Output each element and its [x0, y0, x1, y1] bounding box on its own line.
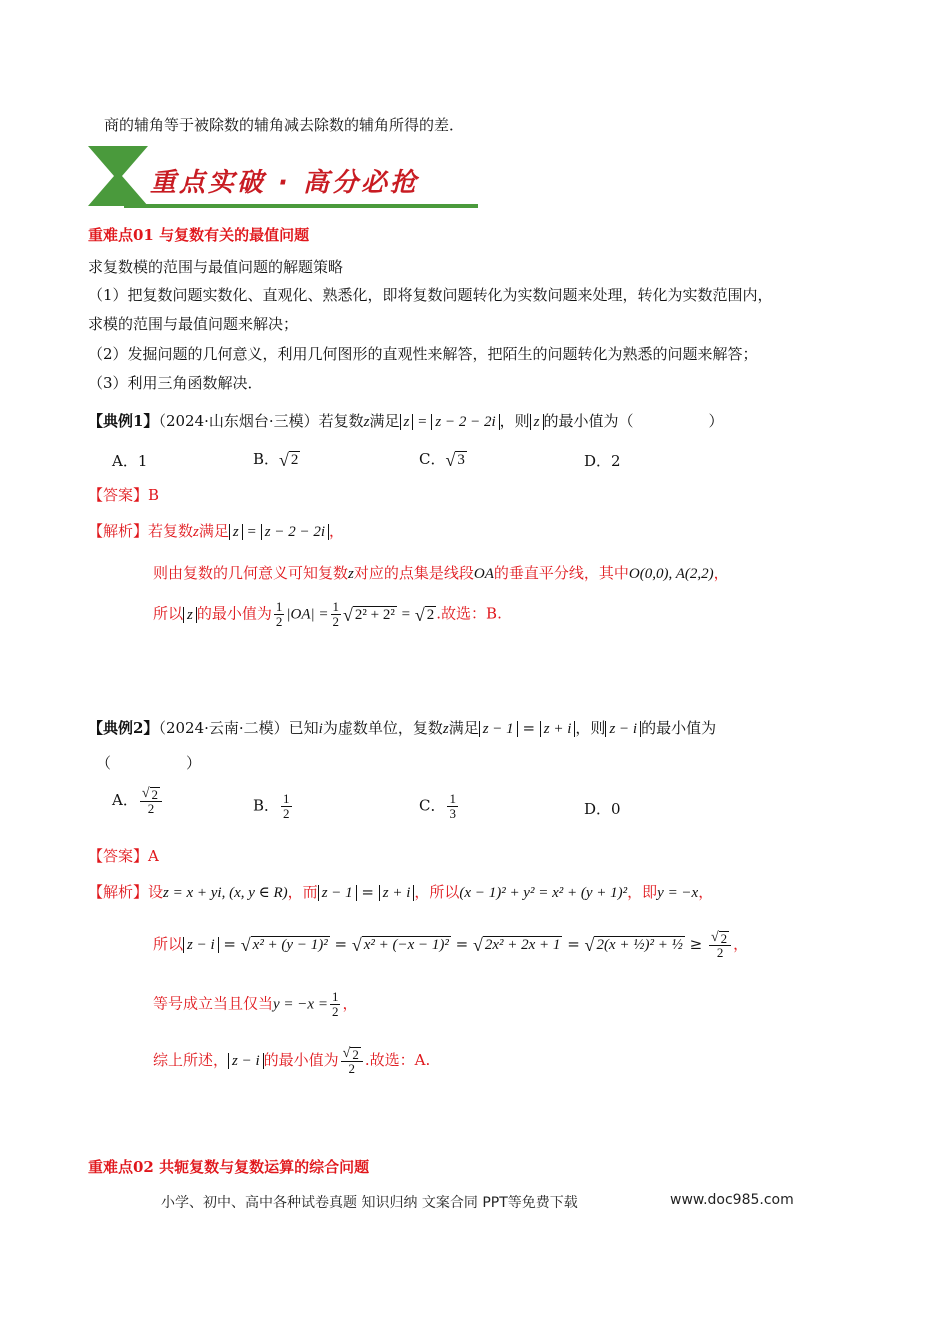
banner-title: 重点实破 · 高分必抢	[150, 168, 419, 198]
example2-option-d: D．0	[584, 800, 621, 818]
footer-text: 小学、初中、高中各种试卷真题 知识归纳 文案合同 PPT等免费下载	[161, 1195, 578, 1211]
example2-analysis-line1: 【解析】设z = x + yi, (x, y ∈ R)，而 z − 1 = z + i ，所以(x − 1)² + y² = x² + (y + 1)²，即y = −x，	[88, 883, 714, 901]
example1-option-d: D．2	[584, 452, 621, 470]
example1-answer: 【答案】B	[88, 486, 160, 504]
example2-analysis-line4: 综上所述， z − i 的最小值为 √ 2 2 .故选：A.	[153, 1046, 431, 1077]
example1-analysis-line3: 所以 z 的最小值为 $\frac{1}{2}$ |OA| = $\frac{1}{2}$ √ 2² + 2² = √ 2 .故选：B.	[153, 599, 502, 629]
example1-question: 【典例1】（2024·山东烟台·三模）若复数z满足 z = z − 2 − 2i ，则 z 的最小值为（ ）	[88, 412, 724, 430]
example2-label: 【典例2】	[88, 719, 159, 737]
example2-paren: （ ）	[96, 754, 202, 772]
strategy-point-3: （3）利用三角函数解决．	[88, 374, 263, 392]
example2-question: 【典例2】（2024·云南·二模）已知i为虚数单位，复数z满足 z − 1 = z + i ，则 z − i 的最小值为	[88, 719, 717, 737]
example1-label: 【典例1】	[88, 412, 159, 430]
intro-line: 商的辅角等于被除数的辅角减去除数的辅角所得的差．	[104, 116, 465, 134]
strategy-point-1a: （1）把复数问题实数化、直观化、熟悉化，即将复数问题转化为实数问题来处理，转化为实数范围内，	[88, 286, 773, 304]
example2-analysis-line2: 所以 z − i = √ x² + (y − 1)² = √ x² + (−x − 1)² = √ 2x² + 2x + 1 = √ 2(x + ½)² + ½ ≥ √ 2 2 ，	[153, 930, 749, 961]
example1-analysis-line1: 【解析】若复数z满足 z = z − 2 − 2i ，	[88, 522, 345, 540]
section2-heading: 重难点02 共轭复数与复数运算的综合问题	[88, 1158, 370, 1176]
section-banner	[88, 146, 478, 210]
section1-heading: 重难点01 与复数有关的最值问题	[88, 226, 310, 244]
strategy-title: 求复数模的范围与最值问题的解题策略	[88, 258, 344, 276]
example2-option-c: C． $\frac{1}{3}$	[419, 791, 456, 821]
footer-site-link[interactable]: www.doc985.com	[670, 1192, 794, 1208]
example2-option-a: A． √ 2 2	[112, 786, 164, 816]
example2-option-b: B． $\frac{1}{2}$	[253, 791, 290, 821]
example1-analysis-line2: 则由复数的几何意义可知复数z对应的点集是线段OA的垂直平分线，其中O(0,0), A(2,2)，	[153, 564, 729, 582]
strategy-point-1b: 求模的范围与最值问题来解决；	[88, 315, 299, 333]
example1-option-b: B． √ 2	[253, 450, 299, 470]
example2-analysis-line3: 等号成立当且仅当y = −x = $\frac{1}{2}$ ，	[153, 989, 358, 1019]
example2-answer: 【答案】A	[88, 847, 159, 865]
example1-option-a: A．1	[112, 452, 148, 470]
strategy-point-2: （2）发掘问题的几何意义，利用几何图形的直观性来解答，把陌生的问题转化为熟悉的问题来解答；	[88, 345, 758, 363]
example1-option-c: C． √ 3	[419, 450, 465, 470]
